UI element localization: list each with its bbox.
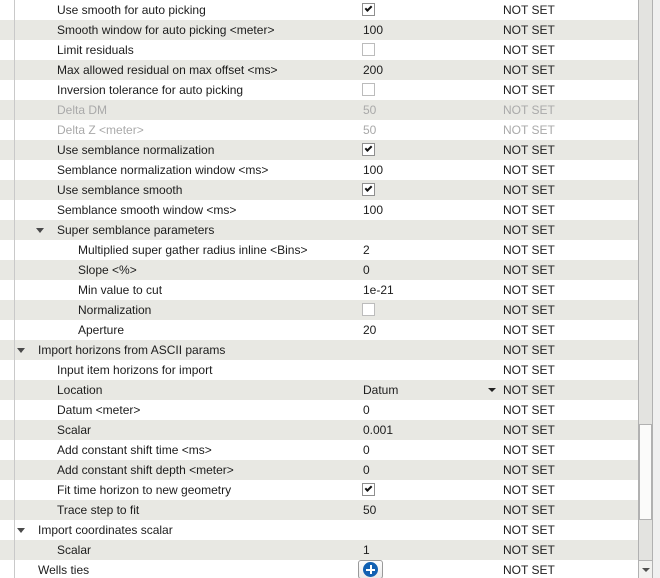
status-cell: NOT SET bbox=[503, 363, 555, 377]
status-cell: NOT SET bbox=[503, 3, 555, 17]
param-row[interactable] bbox=[0, 320, 638, 340]
status-cell: NOT SET bbox=[503, 283, 555, 297]
status-cell: NOT SET bbox=[503, 43, 555, 57]
checkmark-icon bbox=[365, 184, 373, 192]
param-label: Trace step to fit bbox=[57, 503, 140, 517]
param-label: Import coordinates scalar bbox=[38, 523, 173, 537]
param-row[interactable] bbox=[0, 300, 638, 320]
param-row[interactable] bbox=[0, 540, 638, 560]
param-row[interactable] bbox=[0, 240, 638, 260]
caret-down-icon[interactable] bbox=[17, 348, 25, 353]
param-checkbox[interactable] bbox=[362, 183, 375, 196]
param-row[interactable] bbox=[0, 360, 638, 380]
param-row[interactable] bbox=[0, 500, 638, 520]
status-cell: NOT SET bbox=[503, 103, 555, 117]
param-label: Input item horizons for import bbox=[57, 363, 213, 377]
param-value[interactable]: 0 bbox=[363, 463, 370, 477]
status-cell: NOT SET bbox=[503, 163, 555, 177]
param-value[interactable]: 0.001 bbox=[363, 423, 394, 437]
status-cell: NOT SET bbox=[503, 383, 555, 397]
param-label: Min value to cut bbox=[78, 283, 163, 297]
caret-down-icon[interactable] bbox=[17, 528, 25, 533]
param-row[interactable] bbox=[0, 480, 638, 500]
chevron-down-icon bbox=[488, 388, 496, 392]
param-checkbox[interactable] bbox=[362, 483, 375, 496]
param-value[interactable]: 0 bbox=[363, 443, 370, 457]
status-cell: NOT SET bbox=[503, 323, 555, 337]
param-label: Delta DM bbox=[57, 103, 108, 117]
param-label: Scalar bbox=[57, 543, 92, 557]
param-label: Scalar bbox=[57, 423, 92, 437]
param-label: Multiplied super gather radius inline <Bins> bbox=[78, 243, 308, 257]
checkmark-icon bbox=[365, 4, 373, 12]
status-cell: NOT SET bbox=[503, 523, 555, 537]
param-checkbox[interactable] bbox=[362, 143, 375, 156]
param-label: Limit residuals bbox=[57, 43, 134, 57]
param-row[interactable] bbox=[0, 380, 638, 400]
param-label: Location bbox=[57, 383, 103, 397]
param-row[interactable] bbox=[0, 280, 638, 300]
status-cell: NOT SET bbox=[503, 563, 555, 577]
plus-icon bbox=[363, 562, 378, 577]
param-label: Normalization bbox=[78, 303, 152, 317]
status-cell: NOT SET bbox=[503, 343, 555, 357]
param-row[interactable] bbox=[0, 20, 638, 40]
status-cell: NOT SET bbox=[503, 463, 555, 477]
param-value[interactable]: 1e-21 bbox=[363, 283, 394, 297]
param-label: Wells ties bbox=[38, 563, 90, 577]
scrollbar-down-button[interactable] bbox=[639, 560, 652, 578]
param-checkbox[interactable] bbox=[362, 3, 375, 16]
param-label: Use smooth for auto picking bbox=[57, 3, 206, 17]
param-label: Semblance normalization window <ms> bbox=[57, 163, 269, 177]
status-cell: NOT SET bbox=[503, 543, 555, 557]
param-value[interactable]: 50 bbox=[363, 123, 377, 137]
status-cell: NOT SET bbox=[503, 443, 555, 457]
status-cell: NOT SET bbox=[503, 23, 555, 37]
add-item-button[interactable] bbox=[358, 560, 383, 578]
param-label: Super semblance parameters bbox=[57, 223, 215, 237]
status-cell: NOT SET bbox=[503, 183, 555, 197]
param-row[interactable] bbox=[0, 340, 638, 360]
param-value[interactable]: 50 bbox=[363, 503, 377, 517]
param-value[interactable]: 20 bbox=[363, 323, 377, 337]
param-row[interactable] bbox=[0, 60, 638, 80]
param-label: Aperture bbox=[78, 323, 125, 337]
param-row[interactable] bbox=[0, 260, 638, 280]
status-cell: NOT SET bbox=[503, 423, 555, 437]
param-value[interactable]: 200 bbox=[363, 63, 384, 77]
param-row[interactable] bbox=[0, 0, 638, 20]
param-row[interactable] bbox=[0, 220, 638, 240]
param-label: Delta Z <meter> bbox=[57, 123, 144, 137]
status-cell: NOT SET bbox=[503, 223, 555, 237]
param-value[interactable]: 1 bbox=[363, 543, 370, 557]
param-label: Import horizons from ASCII params bbox=[38, 343, 226, 357]
param-label: Add constant shift depth <meter> bbox=[57, 463, 234, 477]
param-dropdown[interactable] bbox=[362, 380, 497, 400]
param-label: Datum <meter> bbox=[57, 403, 141, 417]
param-label: Add constant shift time <ms> bbox=[57, 443, 212, 457]
param-value[interactable]: 0 bbox=[363, 403, 370, 417]
panel-right-margin bbox=[653, 0, 660, 578]
status-cell: NOT SET bbox=[503, 83, 555, 97]
param-label: Fit time horizon to new geometry bbox=[57, 483, 232, 497]
vertical-scrollbar[interactable] bbox=[638, 0, 653, 578]
param-value[interactable]: 0 bbox=[363, 263, 370, 277]
param-label: Use semblance smooth bbox=[57, 183, 183, 197]
status-cell: NOT SET bbox=[503, 303, 555, 317]
param-row[interactable] bbox=[0, 520, 638, 540]
param-label: Inversion tolerance for auto picking bbox=[57, 83, 244, 97]
param-row[interactable] bbox=[0, 440, 638, 460]
status-cell: NOT SET bbox=[503, 243, 555, 257]
param-row[interactable] bbox=[0, 40, 638, 60]
arrow-down-icon bbox=[642, 568, 650, 572]
param-label: Max allowed residual on max offset <ms> bbox=[57, 63, 278, 77]
param-row[interactable] bbox=[0, 460, 638, 480]
param-value[interactable]: 100 bbox=[363, 203, 384, 217]
param-checkbox[interactable] bbox=[362, 43, 375, 56]
param-row[interactable] bbox=[0, 160, 638, 180]
param-checkbox[interactable] bbox=[362, 303, 375, 316]
param-row[interactable] bbox=[0, 120, 638, 140]
param-checkbox[interactable] bbox=[362, 83, 375, 96]
gutter-divider bbox=[14, 0, 15, 578]
status-cell: NOT SET bbox=[503, 403, 555, 417]
status-cell: NOT SET bbox=[503, 123, 555, 137]
param-row[interactable] bbox=[0, 100, 638, 120]
status-cell: NOT SET bbox=[503, 503, 555, 517]
param-label: Use semblance normalization bbox=[57, 143, 215, 157]
param-row[interactable] bbox=[0, 420, 638, 440]
scrollbar-thumb[interactable] bbox=[639, 424, 652, 520]
param-row[interactable] bbox=[0, 200, 638, 220]
dropdown-selected-value: Datum bbox=[363, 383, 399, 397]
checkmark-icon bbox=[365, 144, 373, 152]
status-cell: NOT SET bbox=[503, 263, 555, 277]
param-value[interactable]: 100 bbox=[363, 23, 384, 37]
status-cell: NOT SET bbox=[503, 143, 555, 157]
caret-down-icon[interactable] bbox=[36, 228, 44, 233]
status-cell: NOT SET bbox=[503, 203, 555, 217]
status-cell: NOT SET bbox=[503, 483, 555, 497]
param-label: Smooth window for auto picking <meter> bbox=[57, 23, 275, 37]
checkmark-icon bbox=[365, 484, 373, 492]
param-row[interactable] bbox=[0, 180, 638, 200]
param-label: Semblance smooth window <ms> bbox=[57, 203, 237, 217]
param-value[interactable]: 100 bbox=[363, 163, 384, 177]
param-row[interactable] bbox=[0, 140, 638, 160]
param-row[interactable] bbox=[0, 560, 638, 578]
param-value[interactable]: 2 bbox=[363, 243, 370, 257]
status-cell: NOT SET bbox=[503, 63, 555, 77]
param-value[interactable]: 50 bbox=[363, 103, 377, 117]
param-row[interactable] bbox=[0, 80, 638, 100]
param-row[interactable] bbox=[0, 400, 638, 420]
param-label: Slope <%> bbox=[78, 263, 137, 277]
